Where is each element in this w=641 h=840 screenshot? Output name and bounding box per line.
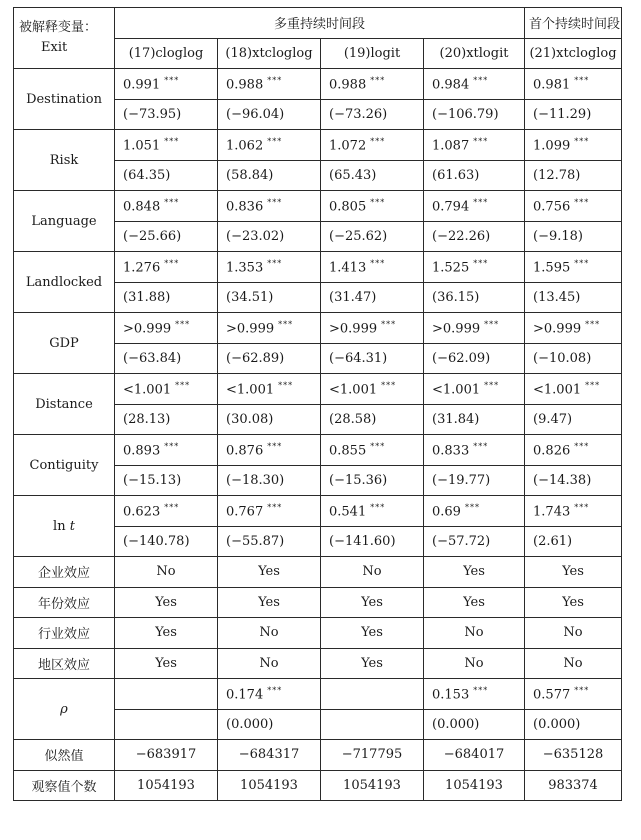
- coef-value: 0.981: [533, 76, 571, 92]
- coef-cell: [525, 69, 622, 100]
- fixed-effect-value: Yes: [115, 618, 218, 649]
- significance-stars: ***: [381, 380, 397, 390]
- significance-stars: ***: [370, 75, 386, 85]
- coef-cell: [218, 374, 321, 405]
- coef-cell: [321, 252, 424, 283]
- z-stat-cell: (−55.87): [218, 526, 321, 557]
- significance-stars: ***: [164, 258, 180, 268]
- coef-cell: [115, 252, 218, 283]
- significance-stars: ***: [267, 75, 283, 85]
- fixed-effect-value: Yes: [115, 648, 218, 679]
- coef-value: 0.767: [226, 503, 264, 519]
- z-stat-cell: (−63.84): [115, 343, 218, 374]
- coef-value: >0.999: [432, 320, 481, 336]
- z-stat-cell: (−62.89): [218, 343, 321, 374]
- coef-value: <1.001: [432, 381, 481, 397]
- observations-value: 1054193: [115, 770, 218, 801]
- fixed-effect-value: Yes: [321, 587, 424, 618]
- significance-stars: ***: [585, 319, 601, 329]
- z-stat-cell: (−141.60): [321, 526, 424, 557]
- z-stat-cell: (−14.38): [525, 465, 622, 496]
- z-stat-cell: (13.45): [525, 282, 622, 313]
- z-stat-cell: (−9.18): [525, 221, 622, 252]
- coef-value: 0.756: [533, 198, 571, 214]
- coef-value: 1.072: [329, 137, 367, 153]
- fixed-effect-value: Yes: [424, 587, 525, 618]
- group-header-first-spell: 首个持续时间段: [525, 8, 622, 39]
- rho-stat-cell: [321, 709, 424, 740]
- coef-value: 1.087: [432, 137, 470, 153]
- coef-cell: [321, 496, 424, 527]
- variable-name-ln-t: ln t: [14, 496, 115, 557]
- z-stat-cell: (−57.72): [424, 526, 525, 557]
- coef-row-risk: [14, 130, 622, 161]
- fixed-effect-value: Yes: [218, 587, 321, 618]
- z-stat-cell: (−73.95): [115, 99, 218, 130]
- rho-coef-cell: [321, 679, 424, 710]
- significance-stars: ***: [574, 258, 590, 268]
- coef-cell: [424, 130, 525, 161]
- fixed-effect-value: Yes: [321, 618, 424, 649]
- coef-cell: [321, 191, 424, 222]
- coef-value: 1.051: [123, 137, 161, 153]
- significance-stars: ***: [370, 258, 386, 268]
- coef-cell: [424, 191, 525, 222]
- significance-stars: ***: [484, 380, 500, 390]
- variable-name-distance: Distance: [14, 374, 115, 435]
- significance-stars: ***: [473, 258, 489, 268]
- significance-stars: ***: [175, 380, 191, 390]
- coef-value: 0.805: [329, 198, 367, 214]
- coef-value: 0.153: [432, 686, 470, 702]
- fixed-effect-value: Yes: [218, 557, 321, 588]
- z-stat-cell: (−140.78): [115, 526, 218, 557]
- significance-stars: ***: [585, 380, 601, 390]
- observations-value: 1054193: [321, 770, 424, 801]
- z-stat-cell: (36.15): [424, 282, 525, 313]
- fixed-effect-value: No: [218, 618, 321, 649]
- coef-value: 0.855: [329, 442, 367, 458]
- z-stat-cell: (34.51): [218, 282, 321, 313]
- coef-cell: [321, 130, 424, 161]
- fixed-effect-value: No: [424, 648, 525, 679]
- coef-value: 0.541: [329, 503, 367, 519]
- variable-name-destination: Destination: [14, 69, 115, 130]
- model-header-19: (19)logit: [321, 38, 424, 69]
- log-likelihood-value: −717795: [321, 740, 424, 771]
- coef-cell: [424, 69, 525, 100]
- log-likelihood-row: [14, 740, 622, 771]
- coef-value: <1.001: [123, 381, 172, 397]
- coef-value: 1.062: [226, 137, 264, 153]
- coef-cell: [218, 69, 321, 100]
- significance-stars: ***: [473, 75, 489, 85]
- rho-coef-cell: [424, 679, 525, 710]
- z-stat-cell: (−15.36): [321, 465, 424, 496]
- significance-stars: ***: [164, 197, 180, 207]
- dependent-variable-label: [14, 8, 115, 69]
- coef-cell: [115, 130, 218, 161]
- coef-cell: [115, 374, 218, 405]
- fixed-effect-row: [14, 648, 622, 679]
- rho-coef-cell: [218, 679, 321, 710]
- log-likelihood-value: −684017: [424, 740, 525, 771]
- z-stat-cell: (31.47): [321, 282, 424, 313]
- rho-coef-cell: [525, 679, 622, 710]
- coef-cell: [424, 313, 525, 344]
- significance-stars: ***: [370, 502, 386, 512]
- observations-value: 983374: [525, 770, 622, 801]
- coef-value: 0.794: [432, 198, 470, 214]
- model-header-17: (17)cloglog: [115, 38, 218, 69]
- coef-value: <1.001: [329, 381, 378, 397]
- variable-name-contiguity: Contiguity: [14, 435, 115, 496]
- z-stat-cell: (−10.08): [525, 343, 622, 374]
- coef-value: <1.001: [226, 381, 275, 397]
- z-stat-cell: (−96.04): [218, 99, 321, 130]
- z-stat-cell: (58.84): [218, 160, 321, 191]
- coef-cell: [218, 313, 321, 344]
- model-header-20: (20)xtlogit: [424, 38, 525, 69]
- coef-cell: [424, 496, 525, 527]
- coef-cell: [321, 374, 424, 405]
- coef-cell: [424, 435, 525, 466]
- coef-value: >0.999: [123, 320, 172, 336]
- coef-cell: [115, 496, 218, 527]
- coef-value: 0.623: [123, 503, 161, 519]
- z-stat-cell: (65.43): [321, 160, 424, 191]
- coef-value: 0.174: [226, 686, 264, 702]
- significance-stars: ***: [278, 319, 294, 329]
- coef-cell: [115, 435, 218, 466]
- z-stat-cell: (30.08): [218, 404, 321, 435]
- significance-stars: ***: [164, 75, 180, 85]
- coef-cell: [321, 435, 424, 466]
- coef-cell: [525, 374, 622, 405]
- group-header-multiple-spells: 多重持续时间段: [115, 8, 525, 39]
- coef-value: 0.988: [226, 76, 264, 92]
- significance-stars: ***: [267, 136, 283, 146]
- coef-cell: [321, 313, 424, 344]
- coef-cell: [525, 313, 622, 344]
- coef-row-language: [14, 191, 622, 222]
- z-stat-cell: (−19.77): [424, 465, 525, 496]
- fixed-effect-name: 行业效应: [14, 618, 115, 649]
- fixed-effect-row: [14, 618, 622, 649]
- coef-cell: [321, 69, 424, 100]
- dv-label-line2: Exit: [41, 40, 68, 55]
- significance-stars: ***: [574, 136, 590, 146]
- significance-stars: ***: [164, 502, 180, 512]
- coef-cell: [424, 252, 525, 283]
- coef-cell: [525, 435, 622, 466]
- variable-name-language: Language: [14, 191, 115, 252]
- coef-value: 1.276: [123, 259, 161, 275]
- z-stat-cell: (−22.26): [424, 221, 525, 252]
- coef-value: 1.413: [329, 259, 367, 275]
- coef-cell: [525, 496, 622, 527]
- significance-stars: ***: [370, 441, 386, 451]
- coef-value: 0.988: [329, 76, 367, 92]
- rho-coef-cell: [115, 679, 218, 710]
- coef-row-ln-t: [14, 496, 622, 527]
- variable-name-risk: Risk: [14, 130, 115, 191]
- coef-value: 1.595: [533, 259, 571, 275]
- log-likelihood-value: −684317: [218, 740, 321, 771]
- fixed-effect-value: Yes: [525, 557, 622, 588]
- fixed-effect-name: 年份效应: [14, 587, 115, 618]
- significance-stars: ***: [267, 502, 283, 512]
- fixed-effect-value: No: [321, 557, 424, 588]
- z-stat-cell: (2.61): [525, 526, 622, 557]
- fixed-effect-row: [14, 557, 622, 588]
- z-stat-cell: (28.58): [321, 404, 424, 435]
- coef-value: >0.999: [533, 320, 582, 336]
- z-stat-cell: (28.13): [115, 404, 218, 435]
- coef-cell: [218, 130, 321, 161]
- z-stat-cell: (−25.62): [321, 221, 424, 252]
- significance-stars: ***: [267, 197, 283, 207]
- rho-stat-cell: (0.000): [525, 709, 622, 740]
- observations-value: 1054193: [218, 770, 321, 801]
- model-header-18: (18)xtcloglog: [218, 38, 321, 69]
- rho-label: ρ: [14, 679, 115, 740]
- coef-cell: [115, 69, 218, 100]
- header-row-1: [14, 8, 622, 39]
- log-likelihood-label: 似然值: [14, 740, 115, 771]
- rho-coef-row: [14, 679, 622, 710]
- significance-stars: ***: [164, 441, 180, 451]
- model-header-21: (21)xtcloglog: [525, 38, 622, 69]
- fixed-effect-value: No: [218, 648, 321, 679]
- significance-stars: ***: [164, 136, 180, 146]
- z-stat-cell: (31.84): [424, 404, 525, 435]
- observations-label: 观察值个数: [14, 770, 115, 801]
- coef-cell: [525, 191, 622, 222]
- significance-stars: ***: [574, 685, 590, 695]
- significance-stars: ***: [278, 380, 294, 390]
- z-stat-cell: (−23.02): [218, 221, 321, 252]
- log-likelihood-value: −683917: [115, 740, 218, 771]
- coef-value: <1.001: [533, 381, 582, 397]
- coef-value: 0.991: [123, 76, 161, 92]
- coef-cell: [218, 496, 321, 527]
- coef-value: 0.893: [123, 442, 161, 458]
- significance-stars: ***: [267, 685, 283, 695]
- significance-stars: ***: [574, 441, 590, 451]
- coef-value: 0.826: [533, 442, 571, 458]
- coef-value: 0.848: [123, 198, 161, 214]
- observations-row: [14, 770, 622, 801]
- coef-value: 0.577: [533, 686, 571, 702]
- z-stat-cell: (−73.26): [321, 99, 424, 130]
- fixed-effect-name: 企业效应: [14, 557, 115, 588]
- coef-value: 1.525: [432, 259, 470, 275]
- significance-stars: ***: [381, 319, 397, 329]
- coef-value: 1.743: [533, 503, 571, 519]
- significance-stars: ***: [267, 258, 283, 268]
- fixed-effect-value: Yes: [115, 587, 218, 618]
- fixed-effect-value: No: [115, 557, 218, 588]
- dv-label-line1: 被解释变量：: [19, 20, 98, 35]
- coef-value: >0.999: [226, 320, 275, 336]
- significance-stars: ***: [473, 197, 489, 207]
- regression-table: [13, 7, 622, 801]
- coef-cell: [218, 252, 321, 283]
- time-variable-italic: t: [69, 518, 75, 534]
- coef-cell: [218, 191, 321, 222]
- fixed-effect-row: [14, 587, 622, 618]
- z-stat-cell: (−11.29): [525, 99, 622, 130]
- coef-row-distance: [14, 374, 622, 405]
- significance-stars: ***: [175, 319, 191, 329]
- coef-cell: [525, 252, 622, 283]
- coef-row-landlocked: [14, 252, 622, 283]
- variable-name-gdp: GDP: [14, 313, 115, 374]
- significance-stars: ***: [370, 197, 386, 207]
- z-stat-cell: (31.88): [115, 282, 218, 313]
- coef-value: 0.836: [226, 198, 264, 214]
- coef-value: 1.353: [226, 259, 264, 275]
- significance-stars: ***: [574, 502, 590, 512]
- fixed-effect-value: Yes: [525, 587, 622, 618]
- z-stat-cell: (−106.79): [424, 99, 525, 130]
- fixed-effect-name: 地区效应: [14, 648, 115, 679]
- coef-cell: [525, 130, 622, 161]
- coef-value: 1.099: [533, 137, 571, 153]
- coef-value: 0.833: [432, 442, 470, 458]
- z-stat-cell: (−25.66): [115, 221, 218, 252]
- significance-stars: ***: [464, 502, 480, 512]
- z-stat-cell: (−15.13): [115, 465, 218, 496]
- z-stat-cell: (64.35): [115, 160, 218, 191]
- significance-stars: ***: [484, 319, 500, 329]
- coef-row-destination: [14, 69, 622, 100]
- fixed-effect-value: No: [525, 618, 622, 649]
- significance-stars: ***: [473, 441, 489, 451]
- significance-stars: ***: [473, 685, 489, 695]
- coef-row-contiguity: [14, 435, 622, 466]
- coef-value: 0.984: [432, 76, 470, 92]
- rho-stat-cell: (0.000): [218, 709, 321, 740]
- rho-stat-cell: [115, 709, 218, 740]
- coef-value: >0.999: [329, 320, 378, 336]
- coef-cell: [115, 313, 218, 344]
- coef-value: 0.69: [432, 503, 461, 519]
- z-stat-cell: (12.78): [525, 160, 622, 191]
- rho-stat-cell: (0.000): [424, 709, 525, 740]
- coef-value: 0.876: [226, 442, 264, 458]
- variable-name-landlocked: Landlocked: [14, 252, 115, 313]
- z-stat-cell: (−64.31): [321, 343, 424, 374]
- z-stat-cell: (−18.30): [218, 465, 321, 496]
- z-stat-cell: (9.47): [525, 404, 622, 435]
- observations-value: 1054193: [424, 770, 525, 801]
- coef-row-gdp: [14, 313, 622, 344]
- significance-stars: ***: [370, 136, 386, 146]
- z-stat-cell: (−62.09): [424, 343, 525, 374]
- log-likelihood-value: −635128: [525, 740, 622, 771]
- z-stat-cell: (61.63): [424, 160, 525, 191]
- fixed-effect-value: No: [424, 618, 525, 649]
- significance-stars: ***: [574, 197, 590, 207]
- fixed-effect-value: No: [525, 648, 622, 679]
- fixed-effect-value: Yes: [321, 648, 424, 679]
- regression-table-container: [13, 7, 622, 801]
- coef-cell: [115, 191, 218, 222]
- coef-cell: [218, 435, 321, 466]
- significance-stars: ***: [267, 441, 283, 451]
- significance-stars: ***: [574, 75, 590, 85]
- coef-cell: [424, 374, 525, 405]
- fixed-effect-value: Yes: [424, 557, 525, 588]
- significance-stars: ***: [473, 136, 489, 146]
